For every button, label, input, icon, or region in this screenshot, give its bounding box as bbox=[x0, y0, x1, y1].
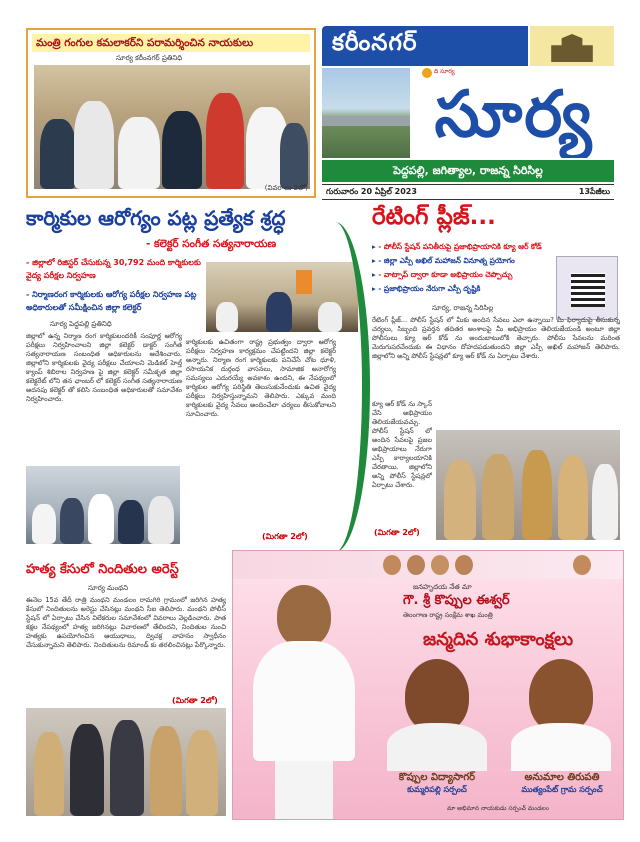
top-story-more-tag: (వివరాలు 2లో) bbox=[264, 184, 308, 192]
advert-wishes: జన్మదిన శుభాకాంక్షలు bbox=[422, 629, 574, 650]
masthead-editions: పెద్దపల్లి, జగిత్యాల, రాజన్న సిరిసిల్ల bbox=[322, 160, 614, 182]
advert-person2-name: అనుమాల తిరుపతి bbox=[524, 772, 600, 783]
masthead-date-row bbox=[322, 184, 614, 200]
birthday-advert bbox=[232, 550, 624, 820]
accused-arrest-photo bbox=[26, 708, 226, 816]
right-story-body-narrow: క్యూ ఆర్ కోడ్ ను స్కాన్ చేసి అభిప్రాయం తెలియజేయవచ్చు. పోలీస్ స్టేషన్ లో అందిన సేవలపై ప్రజల అభిప్రాయాలు నేరుగా ఎస్పీ కార్యాలయానికి చేరతాయి. జిల్లాలోని అన్ని పోలీస్ స్టేషన్లలో ఏర్పాటు చేశారు. bbox=[372, 400, 432, 489]
right-story-bullet-4: ▸ - ప్రజాభిప్రాయం నేరుగా ఎస్పీ దృష్టికి bbox=[372, 282, 552, 295]
right-story-bullet-2: ▸ - జిల్లా ఎస్పీ అఖిల్ మహాజన్ వినూత్న ప్రయోగం bbox=[372, 254, 552, 267]
crime-story-byline: సూర్య మంథని bbox=[88, 584, 128, 592]
masthead-building-logo bbox=[530, 26, 614, 66]
advert-name: గౌ. శ్రీ కొప్పుల ఈశ్వర్ bbox=[403, 593, 510, 608]
advert-footer: మా అభిమాన నాయకుడు సర్పంచ్ మండలం bbox=[447, 805, 549, 812]
leaders-meeting-photo bbox=[34, 65, 310, 189]
advert-minister-photo bbox=[239, 585, 369, 819]
right-story-headline: రేటింగ్ ప్లీజ్... bbox=[372, 204, 496, 230]
right-story bbox=[372, 200, 620, 546]
right-story-bullet-1: ▸ - పోలీస్ స్టేషన్ పనితీరుపై ప్రజాభిప్రాయానికి క్యూ ఆర్ కోడ్ bbox=[372, 240, 620, 253]
masthead-date: గురువారం 20 ఏప్రిల్ 2023 bbox=[326, 187, 417, 196]
masthead-city: కరీంనగర్ bbox=[332, 30, 418, 56]
advert-leaders-strip bbox=[233, 551, 624, 579]
right-story-more-tag: (మిగతా 2లో) bbox=[374, 528, 420, 537]
crime-story-more-tag: (మిగతా 2లో) bbox=[172, 696, 218, 705]
qr-code-icon bbox=[571, 273, 605, 307]
advert-person1-photo bbox=[381, 659, 493, 771]
crime-story-body: ఈనెల 15వ తేదీ రాత్రి మంథని మండలం రామగిరి గ్రామంలో జరిగిన హత్య కేసులో నిందితులను అరెస్టు చేసినట్లు మంథని సీఐ తెలిపారు. మంథని పోలీస్ స్టేషన్ లో ఏర్పాటు చేసిన విలేకరుల సమావేశంలో వివరాలు వెల్లడించారు. పాత కక్షల నేపథ్యంలో హత్య జరిగినట్లు విచారణలో తేలిందని, నిందితుల నుంచి హత్యకు ఉపయోగించిన ఆయుధాలు, ద్విచక్ర వాహనం స్వాధీనం చేసుకున్నామని తెలిపారు. నిందితులను రిమాండ్ కు తరలించినట్లు పేర్కొన్నారు. bbox=[26, 596, 226, 649]
lead-story-body-left: జిల్లాలో ఉన్న నిర్మాణ రంగ కార్మికులందరికీ సంపూర్ణ ఆరోగ్య పరీక్షలు నిర్వహించాలని జిల్లా కలెక్టర్ డాక్టర్ సంగీత సత్యనారాయణ సంబంధిత అధికారులను ఆదేశించారు. జిల్లాలోని కార్మికులకు వైద్య పరీక్షలు చేయాలని మెడికల్ హెల్త్ క్యాంప్ శిబిరాల నిర్వహణ పై జిల్లా కలెక్టర్ సమీకృత జిల్లా కలెక్టరేట్ లోని తన ఛాంబర్ లో కలెక్టర్ సంగీత సత్యనారాయణ అదనపు కలెక్టర్ తో కలిసి సంబంధిత అధికారులతో సమావేశం నిర్వహించారు. bbox=[26, 332, 182, 403]
dam-landscape-photo bbox=[322, 68, 410, 158]
top-story-box bbox=[26, 28, 316, 198]
right-story-bullet-3: ▸ - వాట్సాప్ ద్వారా కూడా అభిప్రాయం చెప్పొచ్చు bbox=[372, 268, 552, 281]
masthead-pages: 13పేజీలు bbox=[578, 187, 610, 196]
masthead bbox=[322, 26, 614, 202]
medical-camp-photo bbox=[26, 466, 180, 544]
masthead-paper-name: సూర్య bbox=[434, 77, 594, 152]
lead-story-subhead: - కలెక్టర్ సంగీత సత్యనారాయణ bbox=[146, 238, 277, 250]
right-story-body: రేటింగ్ ప్లీజ్... పోలీస్ స్టేషన్ లో మీకు అందిన సేవలు ఎలా ఉన్నాయి? మీ ఫిర్యాదుపై తీసుకున్న చర్యలు, సిబ్బంది ప్రవర్తన తదితర అంశాలపై మీ అభిప్రాయం తెలియజేయండి అంటూ జిల్లా పోలీసులు క్యూ ఆర్ కోడ్ ను అందుబాటులోకి తెచ్చారు. పోలీసు సేవలను మరింత మెరుగుపరచేందుకు ఈ విధానం దోహదపడుతుందని జిల్లా ఎస్పీ అఖిల్ మహాజన్ తెలిపారు. జిల్లాలోని అన్ని పోలీస్ స్టేషన్లలో క్యూ ఆర్ కోడ్ ను ఏర్పాటు చేశారు. bbox=[372, 316, 620, 360]
advert-person1-role: కుమ్మరిపల్లి సర్పంచ్ bbox=[407, 785, 467, 794]
advert-top-line: జనహృదయ నేత మా bbox=[413, 583, 472, 591]
police-officers-photo bbox=[436, 430, 620, 540]
qr-poster bbox=[556, 256, 618, 320]
advert-person1-name: కొప్పుల విద్యాసాగర్ bbox=[398, 772, 476, 783]
crime-story bbox=[26, 556, 226, 818]
top-story-headline: మంత్రి గంగుల కమలాకర్‌ని పరామర్శించిన నాయకులు bbox=[32, 34, 310, 52]
advert-person2-role: ముత్యంపేట్ గ్రామ సర్పంచ్ bbox=[521, 785, 603, 794]
advert-title: తెలంగాణ రాష్ట్ర సంక్షేమ శాఖ మంత్రి bbox=[403, 611, 493, 619]
right-story-byline: సూర్య, రాజన్న సిరిసిల్ల bbox=[432, 304, 494, 312]
lead-story-body-right: కార్మికులకు ఉచితంగా రాష్ట్ర ప్రభుత్వం ద్వారా ఆరోగ్య పరీక్షలు నిర్వహణ కార్యక్రమం చేపట్టిందని జిల్లా కలెక్టర్ అన్నారు. నిర్మాణ రంగ కార్మికులకు పనిచేసే చోట ధూళి, రసాయనిక దుర్గంధ వాసనలు, సామాజిక అనారోగ్య సమస్యలు ఎదురయ్యే అవకాశం ఉందని, ఈ నేపథ్యంలో కార్మికుల ఆరోగ్య పరిస్థితి తెలుసుకునేందుకు ఉచిత వైద్య పరీక్షలు నిర్వహిస్తున్నామని తెలిపారు. ఎక్కువ మంది కార్మికులకు వైద్య సేవలు అందించేలా చర్యలు తీసుకోవాలని సూచించారు. bbox=[186, 338, 336, 418]
top-story-byline: సూర్య కరీంనగర్ ప్రతినిధి bbox=[116, 54, 183, 62]
lead-story-more-tag: (మిగతా 2లో) bbox=[262, 532, 308, 541]
lead-story-headline: కార్మికుల ఆరోగ్యం పట్ల ప్రత్యేక శ్రద్ధ bbox=[26, 206, 286, 230]
lead-story-byline: సూర్య పెద్దపల్లి ప్రతినిధి bbox=[50, 320, 112, 328]
lead-story-bullet-2: - నిర్మాణరంగ కార్మికులకు ఆరోగ్య పరీక్షల నిర్వహణ పట్ల అధికారులతో సమీక్షించిన జిల్లా కలెక్టర్ bbox=[26, 290, 197, 312]
building-icon bbox=[546, 34, 598, 62]
masthead-logo-small: ది సూర్య bbox=[434, 68, 455, 75]
decorative-green-arc bbox=[300, 222, 370, 552]
lead-story-bullet-1: - జిల్లాలో రిజిస్టర్ చేసుకున్న 30,792 మంది కార్మికులకు వైద్య పరీక్షల నిర్వహణ bbox=[26, 258, 201, 280]
crime-story-headline: హత్య కేసులో నిందితుల అరెస్ట్ bbox=[26, 562, 179, 577]
masthead-city-band bbox=[322, 26, 528, 66]
advert-person2-photo bbox=[505, 659, 617, 771]
